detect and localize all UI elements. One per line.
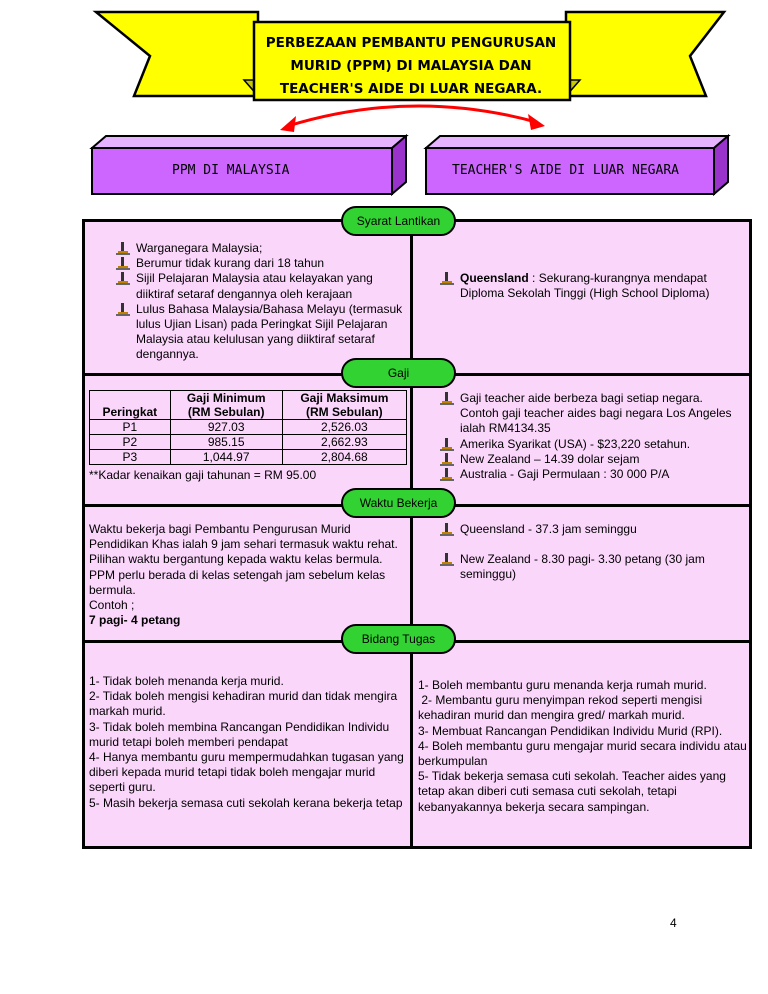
section-label-waktu-bekerja: Waktu Bekerja <box>341 488 456 518</box>
gaji-right-list <box>436 391 736 482</box>
salary-note: **Kadar kenaikan gaji tahunan = RM 95.00 <box>89 468 317 482</box>
waktu-right-list <box>436 522 736 583</box>
table-row: P2 985.15 2,662.93 <box>90 435 407 450</box>
bullet-icon <box>440 523 454 536</box>
list-item: Sijil Pelajaran Malaysia atau kelayakan yang diiktiraf setaraf dengannya oleh kerajaan <box>112 271 408 301</box>
list-item: 3- Membuat Rancangan Pendidikan Individu Murid (RPI). <box>418 723 723 738</box>
waktu-contoh: Contoh ; <box>89 598 135 613</box>
column-divider <box>410 640 413 849</box>
list-item: Gaji teacher aide berbeza bagi setiap negara. Contoh gaji teacher aides bagi negara Los Angeles ialah RM4134.35 <box>436 391 736 437</box>
bullet-icon <box>440 392 454 405</box>
section-label-syarat-lantikan: Syarat Lantikan <box>341 206 456 236</box>
waktu-contoh-time: 7 pagi- 4 petang <box>89 613 181 628</box>
table-row: P3 1,044.97 2,804.68 <box>90 450 407 465</box>
list-item: Queensland : Sekurang-kurangnya mendapat Diploma Sekolah Tinggi (High School Diploma) <box>436 271 736 301</box>
section-label-bidang-tugas: Bidang Tugas <box>341 624 456 654</box>
list-item: Lulus Bahasa Malaysia/Bahasa Melayu (termasuk lulus Ujian Lisan) pada Peringkat Sijil Pelajaran Malaysia atau kelulusan yang diiktiraf setaraf dengannya. <box>112 302 408 363</box>
page-number: 4 <box>670 916 677 930</box>
col-header: (RM Sebulan) <box>282 405 406 420</box>
header-left-ppm: PPM DI MALAYSIA <box>172 163 290 178</box>
list-item: 3- Tidak boleh membina Rancangan Pendidikan Individu murid tetapi boleh memberi pendapat <box>89 719 390 749</box>
column-divider <box>410 219 413 373</box>
tugas-left-list <box>89 674 407 811</box>
bullet-icon <box>116 272 130 285</box>
bullet-icon <box>440 468 454 481</box>
list-item: 4- Hanya membantu guru mempermudahkan tugasan yang diberi kepada murid tetapi tidak boleh mengajar murid seperti guru. <box>89 750 404 795</box>
bullet-icon <box>440 272 454 285</box>
list-item: 4- Boleh membantu guru mengajar murid secara individu atau berkumpulan <box>418 738 747 769</box>
list-item: Berumur tidak kurang dari 18 tahun <box>112 256 408 271</box>
document-title <box>252 32 570 101</box>
bullet-icon <box>116 257 130 270</box>
col-header: Gaji Maksimum <box>282 391 406 406</box>
list-item: Australia - Gaji Permulaan : 30 000 P/A <box>436 467 736 482</box>
list-item: 2- Tidak boleh mengisi kehadiran murid dan tidak mengira markah murid. <box>89 689 398 719</box>
syarat-left-list <box>112 241 408 363</box>
list-item: Queensland - 37.3 jam seminggu <box>436 522 736 537</box>
list-item: 1- Boleh membantu guru menanda kerja rumah murid. <box>418 678 707 692</box>
bullet-icon <box>116 242 130 255</box>
title-line-1: PERBEZAAN PEMBANTU PENGURUSAN <box>265 35 557 51</box>
col-header: (RM Sebulan) <box>170 405 282 420</box>
tugas-right-list <box>418 678 748 815</box>
title-line-3: TEACHER'S AIDE DI LUAR NEGARA. <box>279 81 543 97</box>
list-item: 2- Membantu guru menyimpan rekod seperti mengisi kehadiran murid dan mengira gred/ markah murid. <box>418 693 706 723</box>
list-item: Warganegara Malaysia; <box>112 241 408 256</box>
table-row: P1 927.03 2,526.03 <box>90 420 407 435</box>
bullet-icon <box>440 453 454 466</box>
waktu-description: Waktu bekerja bagi Pembantu Pengurusan Murid Pendidikan Khas ialah 9 jam sehari termasuk waktu rehat. Pilihan waktu bergantung kepada waktu kelas bermula. PPM perlu berada di kelas setengah jam sebelum kelas bermula. <box>89 522 398 597</box>
list-item: 5- Tidak bekerja semasa cuti sekolah. Teacher aides yang tetap akan diberi cuti semasa cuti sekolah, tetapi kebanyakannya bekerja secara sampingan. <box>418 769 726 814</box>
col-header: Gaji Minimum <box>170 391 282 406</box>
bullet-icon <box>440 553 454 566</box>
section-label-gaji: Gaji <box>341 358 456 388</box>
list-item: 5- Masih bekerja semasa cuti sekolah kerana bekerja tetap <box>89 795 403 810</box>
bullet-icon <box>116 303 130 316</box>
list-item: Amerika Syarikat (USA) - $23,220 setahun. <box>436 437 736 452</box>
column-divider <box>410 504 413 640</box>
list-item: New Zealand – 14.39 dolar sejam <box>436 452 736 467</box>
list-item: 1- Tidak boleh menanda kerja murid. <box>89 674 284 688</box>
queensland-label: Queensland <box>460 271 529 285</box>
col-header: Peringkat <box>90 405 171 420</box>
salary-table <box>89 390 407 465</box>
bullet-icon <box>440 438 454 451</box>
column-divider <box>410 373 413 504</box>
waktu-left-text <box>89 522 405 628</box>
header-right-teachers-aide: TEACHER'S AIDE DI LUAR NEGARA <box>452 163 679 178</box>
title-line-2: MURID (PPM) DI MALAYSIA DAN <box>290 58 532 74</box>
syarat-right-list <box>436 271 736 301</box>
list-item: New Zealand - 8.30 pagi- 3.30 petang (30 jam seminggu) <box>436 552 736 582</box>
